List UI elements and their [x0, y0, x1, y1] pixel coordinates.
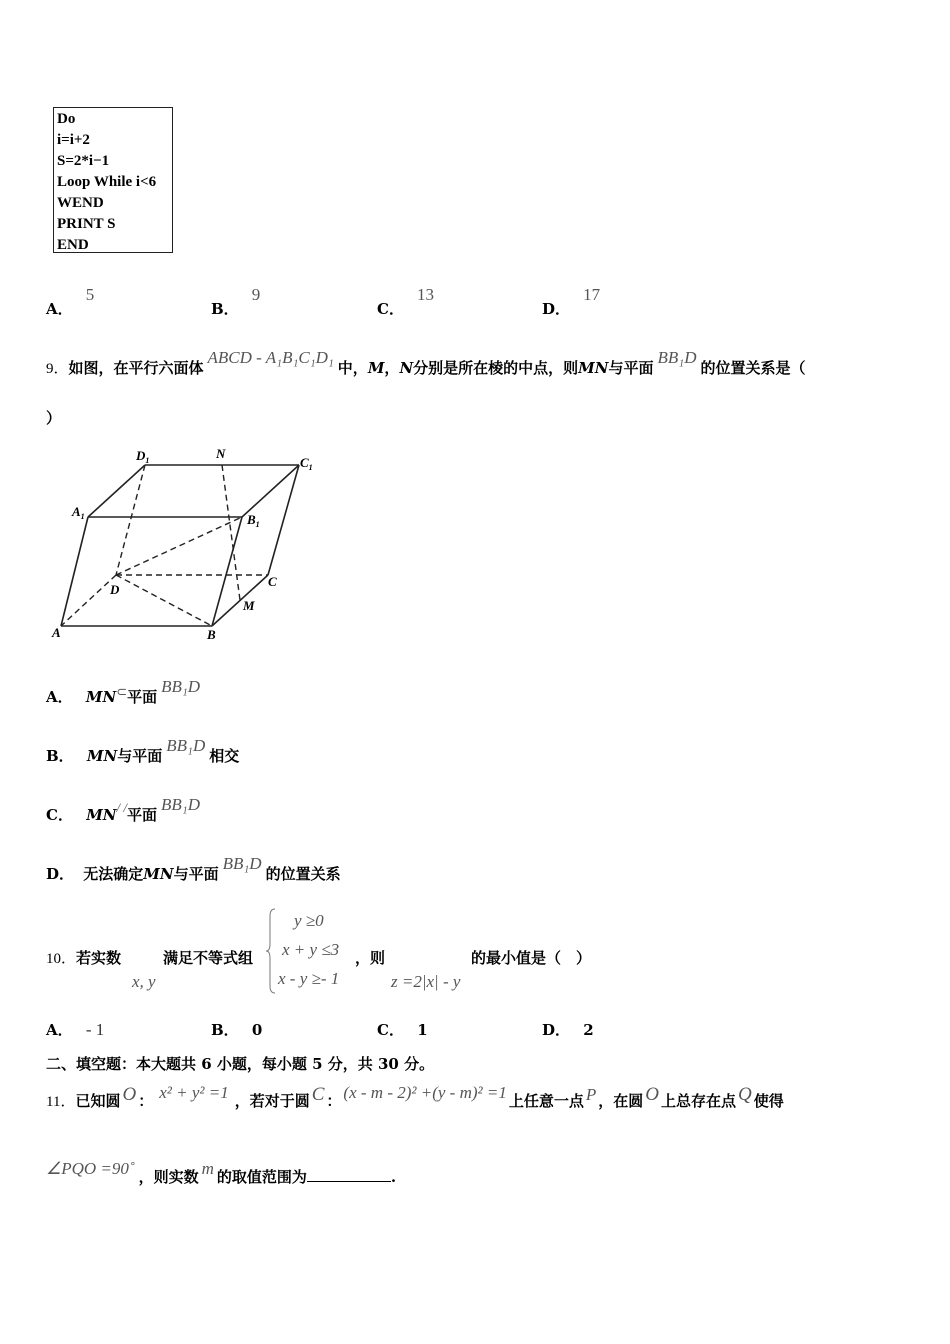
text: 平面 — [127, 688, 158, 706]
q10-option-b — [211, 1019, 262, 1040]
text: ， — [384, 359, 400, 377]
code-line: WEND — [57, 195, 104, 211]
text: ： — [326, 1092, 342, 1110]
label-n: N — [216, 446, 226, 461]
option-letter: B． — [46, 747, 74, 765]
text: 相交 — [209, 747, 240, 765]
math-relation: / / — [116, 800, 127, 815]
edge-d1d-hidden — [116, 465, 145, 575]
q10-stem-d: 的最小值是（ ） — [471, 949, 592, 967]
text: MN — [143, 865, 174, 883]
inequality-1: y ≥0 — [294, 911, 324, 930]
question-number: 11． — [46, 1094, 76, 1110]
code-line: END — [57, 237, 89, 253]
math-equation: x² + y² =1 — [159, 1083, 229, 1102]
edge-c1c — [268, 465, 299, 575]
text: . — [390, 1168, 397, 1186]
q10-option-d — [542, 1019, 594, 1040]
text: 分别是所在棱的中点，则 — [413, 359, 579, 377]
q9-option-b — [46, 736, 240, 766]
code-line: PRINT S — [57, 216, 116, 232]
math-var: C — [311, 1084, 325, 1105]
code-line: S=2*i−1 — [57, 153, 110, 169]
math-var: P — [585, 1085, 597, 1104]
edge-b1b — [212, 517, 242, 626]
math-angle: ∠PQO =90˚ — [46, 1159, 135, 1178]
option-letter: C． — [377, 1021, 404, 1039]
label-d1: $D_1$ — [136, 448, 150, 465]
text: 与平面 — [173, 865, 219, 883]
math-plane: BB₁D — [222, 854, 262, 873]
question-number: 9． — [46, 361, 69, 377]
option-value: - 1 — [85, 1020, 105, 1039]
math-equation: (x - m - 2)² +(y - m)² =1 — [343, 1083, 507, 1102]
text: MN — [86, 747, 118, 765]
q11-stem-line2 — [46, 1159, 397, 1187]
text: 如图，在平行六面体 — [68, 359, 204, 377]
q9-stem — [46, 348, 806, 378]
label-m: M — [243, 598, 255, 613]
math-plane: BB₁D — [161, 677, 201, 696]
option-value: 0 — [251, 1021, 263, 1039]
text: MN — [85, 688, 117, 706]
q9-option-d — [46, 854, 341, 884]
option-letter: D． — [46, 865, 75, 883]
text: ，则实数 — [138, 1168, 199, 1186]
code-line: Loop While i<6 — [57, 174, 157, 190]
option-letter: B． — [211, 300, 239, 318]
text: 的取值范围为 — [216, 1168, 307, 1186]
option-value: 2 — [583, 1021, 594, 1039]
q8-option-d — [542, 285, 601, 319]
q10-vars: x, y — [132, 972, 156, 991]
text: M — [367, 359, 385, 377]
code-line: Do — [57, 111, 76, 127]
q10-stem-a — [46, 947, 121, 968]
math-plane: BB₁D — [166, 736, 206, 755]
edge-c1b1 — [242, 465, 299, 517]
option-letter: D． — [542, 1021, 571, 1039]
inequality-2: x + y ≤3 — [282, 940, 340, 959]
q8-option-c — [377, 285, 435, 319]
text: ，在圆 — [598, 1092, 644, 1110]
answer-blank[interactable] — [307, 1167, 391, 1182]
text: ： — [138, 1092, 154, 1110]
code-line: i=i+2 — [57, 132, 90, 148]
diag-db1 — [116, 517, 242, 575]
diag-db — [116, 575, 212, 626]
q10-option-c — [377, 1019, 428, 1040]
q9-option-a — [46, 677, 201, 707]
text: 上任意一点 — [508, 1092, 584, 1110]
option-letter: D． — [542, 300, 571, 318]
math-var: Q — [738, 1084, 752, 1105]
parallelepiped-figure — [44, 440, 334, 645]
option-value: 5 — [85, 285, 95, 304]
text: 若实数 — [76, 949, 122, 967]
text: 使得 — [753, 1092, 784, 1110]
edge-a1a — [61, 517, 88, 626]
brace-icon — [266, 908, 276, 994]
label-c1: $C_1$ — [300, 455, 313, 472]
math-var: m — [201, 1159, 214, 1178]
text: 与平面 — [117, 747, 163, 765]
inequality-3: x - y ≥- 1 — [278, 969, 340, 988]
math-var: O — [122, 1084, 137, 1105]
code-box — [53, 107, 173, 253]
text: 与平面 — [608, 359, 654, 377]
option-letter: A． — [46, 300, 73, 318]
edge-d1a1 — [88, 465, 145, 517]
math-plane: BB₁D — [161, 795, 200, 814]
text: 上总存在点 — [661, 1092, 737, 1110]
q11-stem — [46, 1083, 784, 1112]
q10-z-expression: z =2|x| - y — [391, 972, 461, 991]
q10-stem-b: 满足不等式组 — [163, 949, 254, 967]
question-number: 10． — [46, 951, 77, 967]
label-d: D — [110, 582, 120, 597]
text: 的位置关系 — [265, 865, 341, 883]
edge-bc — [212, 575, 268, 626]
text: MN — [86, 806, 117, 824]
q10-stem-c: ，则 — [355, 949, 386, 967]
option-value: 9 — [251, 285, 261, 304]
text: 已知圆 — [75, 1092, 121, 1110]
text: ，若对于圆 — [234, 1092, 310, 1110]
section-heading: 二、填空题：本大题共 6 小题，每小题 5 分，共 30 分。 — [46, 1055, 435, 1073]
option-value: 1 — [417, 1021, 428, 1039]
edge-da-hidden — [61, 575, 116, 626]
label-a: A — [52, 625, 61, 640]
math-var: O — [645, 1084, 659, 1105]
label-b1: $B_1$ — [247, 512, 260, 529]
q9-close: ） — [46, 409, 62, 427]
label-c: C — [268, 574, 277, 589]
text: N — [399, 359, 414, 377]
q9-option-c — [46, 795, 200, 825]
option-letter: C． — [46, 806, 73, 824]
text: 的位置关系是（ — [700, 359, 806, 377]
text: 中， — [337, 359, 368, 377]
option-letter: A． — [46, 688, 73, 706]
option-value: 17 — [583, 285, 601, 304]
math-plane: BB₁D — [657, 348, 697, 367]
option-letter: B． — [211, 1021, 239, 1039]
q8-option-b — [211, 285, 261, 319]
option-letter: A． — [46, 1021, 73, 1039]
q8-option-a — [46, 285, 95, 319]
option-value: 13 — [417, 285, 435, 304]
text: 平面 — [127, 806, 158, 824]
label-a1: $A_1$ — [72, 504, 85, 521]
label-b: B — [207, 627, 216, 642]
math-solid: ABCD - A₁B₁C₁D₁ — [207, 348, 334, 367]
option-letter: C． — [377, 300, 404, 318]
q10-option-a — [46, 1019, 104, 1040]
math-relation: ⊂ — [116, 684, 128, 699]
text: MN — [578, 359, 609, 377]
text: 无法确定 — [83, 865, 144, 883]
